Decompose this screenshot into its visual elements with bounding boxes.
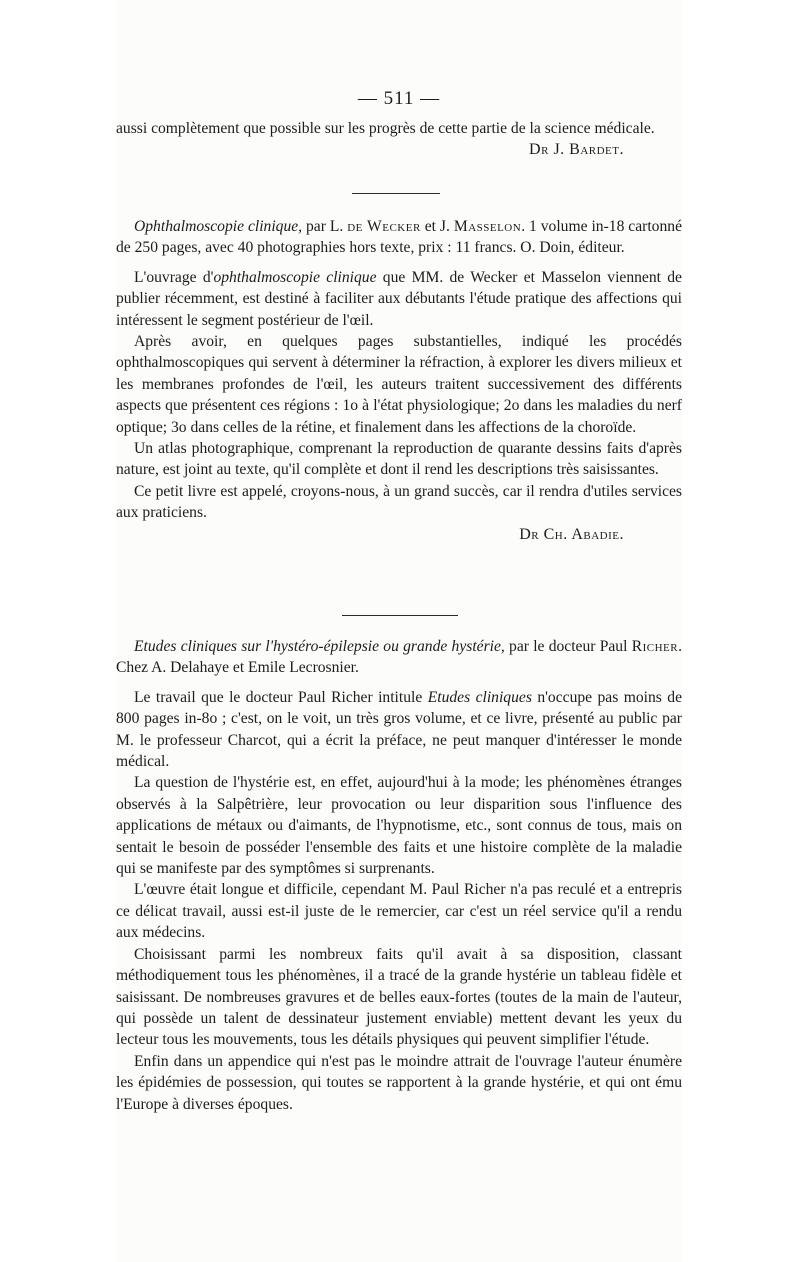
review-ophthalmoscopie [116, 216, 682, 545]
paragraph: L'ouvrage d'ophthalmoscopie clinique que MM. de Wecker et Masselon viennent de publier récemment, est destiné à faciliter aux débutants l'étude pratique des affections qui intéressent le segment postérieur de l'œil. [116, 268, 682, 329]
paragraph: La question de l'hystérie est, en effet, aujourd'hui à la mode; les phénomènes étranges observés à la Salpêtrière, leur provocation ou leur disparition sous l'influence des applications de métaux ou d'aimants, de l'hypnotisme, etc., sont connus de tous, mais on sentait le besoin de posséder l'ensemble des faits et une histoire complète de la maladie qui se manifeste par des symptômes si surprenants. [116, 774, 682, 878]
paragraph: Ce petit livre est appelé, croyons-nous, à un grand succès, car il rendra d'utiles services aux praticiens. [116, 482, 682, 522]
previous-review-end [116, 118, 682, 161]
paragraph: Enfin dans un appendice qui n'est pas le moindre attrait de l'ouvrage l'auteur énumère les épidémies de possession, qui toutes se rapportent à la grande hystérie, et qui ont ému l'Europe à diverses époques. [116, 1052, 682, 1113]
review-hysterie [116, 636, 682, 1115]
signature-bardet: Dr J. Bardet. [529, 141, 624, 159]
paragraph: Après avoir, en quelques pages substantielles, indiqué les procédés ophthalmoscopiques qui servent à déterminer la réfraction, à explorer les divers milieux et les membranes profondes de l'œil, les auteurs traitent successivement des différents aspects que présentent ces régions : 1o à l'état physiologique; 2o dans les maladies du nerf optique; 3o dans celles de la rétine, et finalement dans les affections de la choroïde. [116, 333, 682, 436]
page-number: — 511 — [357, 88, 441, 109]
paragraph: Le travail que le docteur Paul Richer intitule Etudes cliniques n'occupe pas moins de 800 pages in-8o ; c'est, on le voit, un très gros volume, et ce livre, présenté au public par M. le professeur Charcot, qui a écrit la préface, ne peut manquer d'intéresser le monde médical. [116, 688, 682, 771]
paragraph: Choisissant parmi les nombreux faits qu'il avait à sa disposition, classant méthodiquement tous les phénomènes, il a tracé de la grande hystérie un tableau fidèle et saisissant. De nombreuses gravures et de belles eaux-fortes (toutes de la main de l'auteur, qui possède un talent de dessinateur justement enviable) mettent devant les yeux du lecteur tous les mouvements, tous les détails physiques qui peuvent simplifier l'étude. [116, 945, 682, 1049]
signature-abadie: Dr Ch. Abadie. [519, 525, 624, 543]
section-divider [342, 615, 458, 616]
review-heading: Etudes cliniques sur l'hystéro-épilepsie ou grande hystérie, par le docteur Paul Richer. Chez A. Delahaye et Emile Lecrosnier. [116, 638, 682, 677]
section-divider [352, 193, 440, 194]
continuation-paragraph: aussi complètement que possible sur les progrès de cette partie de la science médicale. [116, 120, 655, 137]
paragraph: L'œuvre était longue et difficile, cependant M. Paul Richer n'a pas reculé et a entrepris ce délicat travail, aussi est-il juste de le remercier, car c'est un réel service qu'il a rendu aux médecins. [116, 881, 682, 942]
review-heading: Ophthalmoscopie clinique, par L. de Wecker et J. Masselon. 1 volume in-18 cartonné de 250 pages, avec 40 photographies hors texte, prix : 11 francs. O. Doin, éditeur. [116, 218, 682, 257]
paragraph: Un atlas photographique, comprenant la reproduction de quarante dessins faits d'après nature, est joint au texte, qu'il complète et dont il rend les descriptions très saisissantes. [116, 440, 682, 479]
